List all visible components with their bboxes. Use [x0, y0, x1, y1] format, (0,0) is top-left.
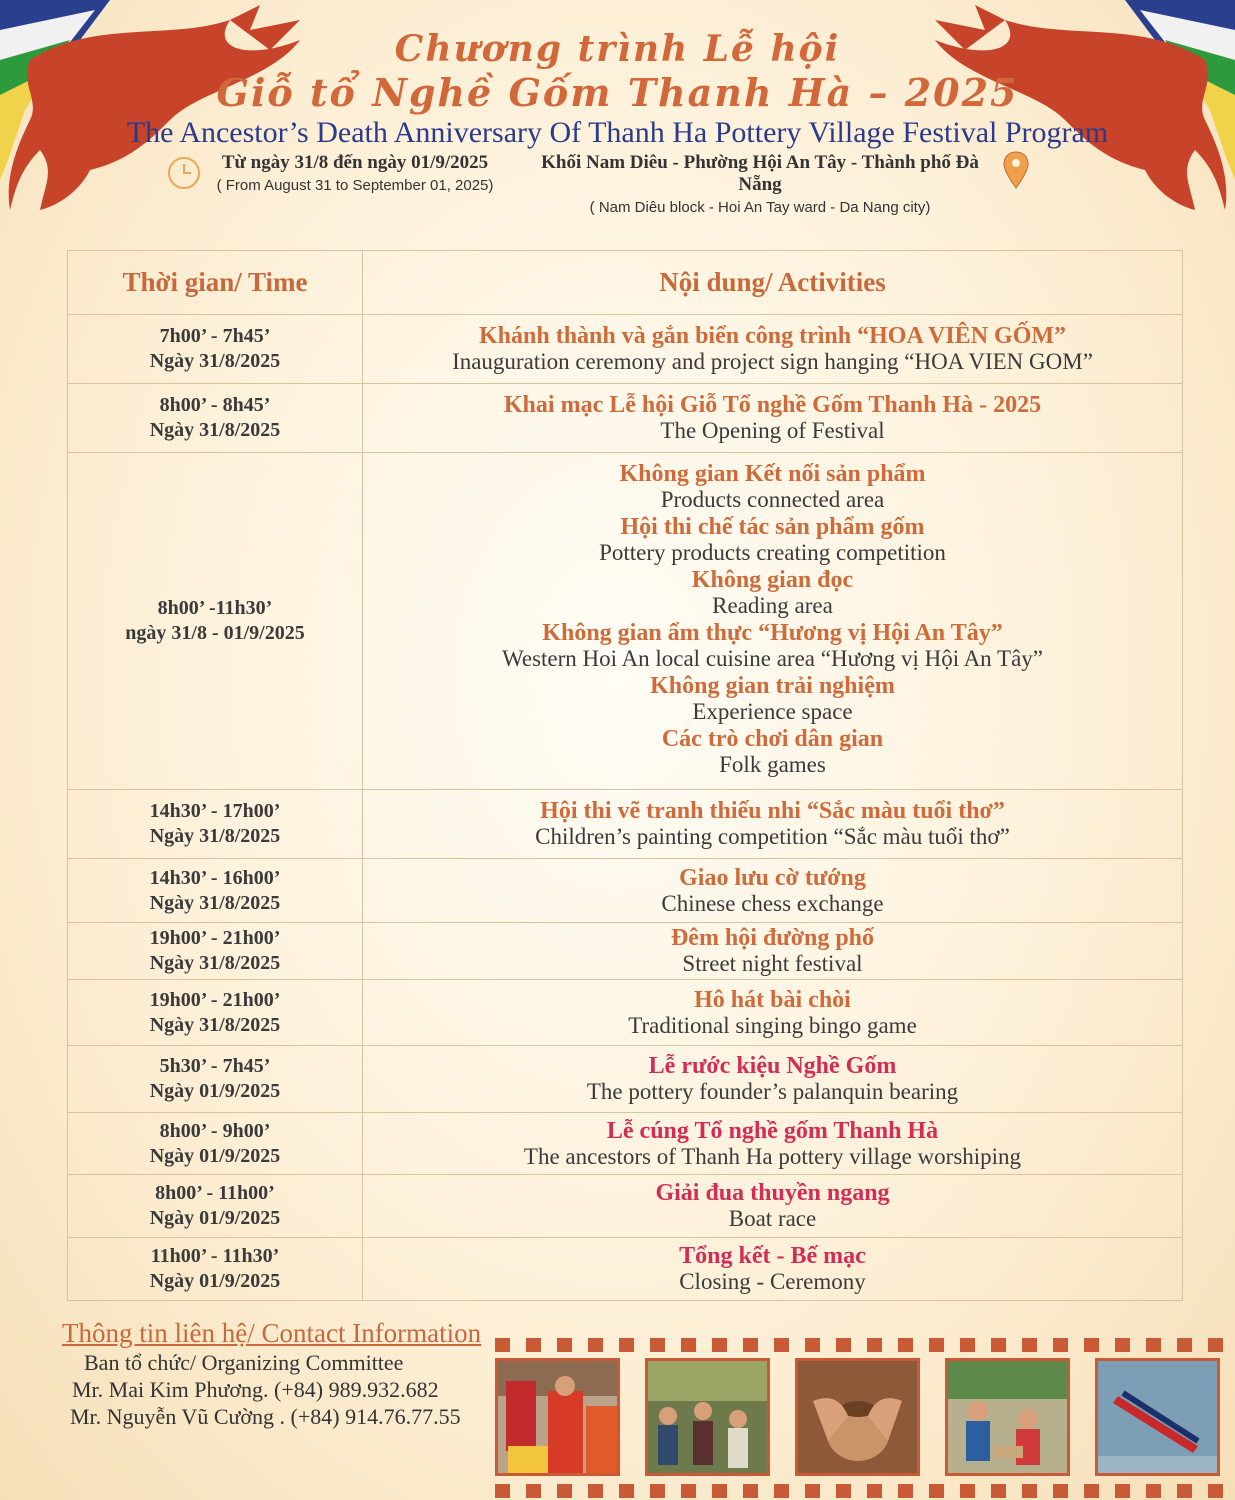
film-hole	[1084, 1484, 1099, 1498]
time-cell: 19h00’ - 21h00’ Ngày 31/8/2025	[68, 923, 363, 980]
film-hole	[991, 1484, 1006, 1498]
film-hole	[1146, 1338, 1161, 1352]
film-hole	[495, 1338, 510, 1352]
activity-cell: Khánh thành và gắn biển công trình “HOA VIÊN GỐM” Inauguration ceremony and project sign hanging “HOA VIEN GOM”	[363, 315, 1183, 384]
film-hole	[619, 1484, 634, 1498]
time-cell: 8h00’ - 9h00’ Ngày 01/9/2025	[68, 1113, 363, 1175]
film-hole	[1115, 1484, 1130, 1498]
contact-info	[62, 1318, 482, 1430]
film-hole	[867, 1484, 882, 1498]
activity-cell: Đêm hội đường phố Street night festival	[363, 923, 1183, 980]
location-en: ( Nam Diêu block - Hoi An Tay ward - Da Nang city)	[589, 199, 931, 216]
film-hole	[526, 1484, 541, 1498]
activity-cell: Lễ cúng Tổ nghề gốm Thanh Hà The ancestors of Thanh Ha pottery village worshiping	[363, 1113, 1183, 1175]
photo-pottery-wheel	[795, 1358, 920, 1476]
activity-cell: Khai mạc Lễ hội Giỗ Tổ nghề Gốm Thanh Hà - 2025 The Opening of Festival	[363, 384, 1183, 453]
clock-icon	[166, 155, 202, 191]
program-title: Chương trình Lễ hội	[394, 28, 841, 70]
film-hole	[650, 1338, 665, 1352]
photo-children-activity	[945, 1358, 1070, 1476]
activity-cell: Không gian Kết nối sản phẩm Products connected area Hội thi chế tác sản phẩm gốm Pottery products creating competition Không gian đọc Reading area Không gian ẩm thực “Hương vị Hội An Tây” Western Hoi An local cuisine area “Hương vị Hội An Tây” Không gian trải nghiệm Experience space Các trò chơi dân gian Folk games	[363, 453, 1183, 790]
contact-person-1: Mr. Mai Kim Phương. (+84) 989.932.682	[72, 1377, 439, 1402]
activity-cell: Tổng kết - Bế mạc Closing - Ceremony	[363, 1238, 1183, 1301]
film-hole	[1053, 1338, 1068, 1352]
film-hole	[1208, 1338, 1223, 1352]
film-hole	[960, 1484, 975, 1498]
time-cell: 7h00’ - 7h45’ Ngày 31/8/2025	[68, 315, 363, 384]
photo-market	[645, 1358, 770, 1476]
time-cell: 8h00’ -11h30’ ngày 31/8 - 01/9/2025	[68, 453, 363, 790]
film-hole	[526, 1338, 541, 1352]
film-hole	[1084, 1338, 1099, 1352]
film-hole	[774, 1484, 789, 1498]
time-cell: 19h00’ - 21h00’ Ngày 31/8/2025	[68, 980, 363, 1046]
film-hole	[1208, 1484, 1223, 1498]
film-hole	[681, 1484, 696, 1498]
film-hole	[774, 1338, 789, 1352]
time-cell: 8h00’ - 11h00’ Ngày 01/9/2025	[68, 1175, 363, 1238]
time-cell: 14h30’ - 17h00’ Ngày 31/8/2025	[68, 790, 363, 859]
photo-ceremony	[495, 1358, 620, 1476]
film-perforation-bottom	[490, 1484, 1235, 1498]
film-hole	[1053, 1484, 1068, 1498]
film-hole	[1022, 1338, 1037, 1352]
location-info	[520, 152, 1000, 216]
english-subtitle: The Ancestor’s Death Anniversary Of Thanh Ha Pottery Village Festival Program	[126, 116, 1109, 149]
film-hole	[898, 1338, 913, 1352]
table-row	[68, 923, 1183, 980]
film-hole	[898, 1484, 913, 1498]
film-hole	[929, 1338, 944, 1352]
film-hole	[650, 1484, 665, 1498]
table-row	[68, 1046, 1183, 1113]
film-hole	[805, 1484, 820, 1498]
table-row	[68, 980, 1183, 1046]
activity-cell: Giao lưu cờ tướng Chinese chess exchange	[363, 859, 1183, 923]
photo-film-strip	[490, 1338, 1235, 1500]
table-header-row	[68, 251, 1183, 315]
film-hole	[960, 1338, 975, 1352]
date-info	[210, 152, 500, 194]
film-hole	[1177, 1338, 1192, 1352]
table-row	[68, 315, 1183, 384]
date-vi: Từ ngày 31/8 đến ngày 01/9/2025	[221, 152, 489, 173]
time-cell: 5h30’ - 7h45’ Ngày 01/9/2025	[68, 1046, 363, 1113]
film-hole	[743, 1338, 758, 1352]
contact-heading: Thông tin liên hệ/ Contact Information	[62, 1318, 482, 1348]
activity-cell: Hô hát bài chòi Traditional singing bingo game	[363, 980, 1183, 1046]
date-en: ( From August 31 to September 01, 2025)	[216, 177, 494, 194]
film-hole	[557, 1484, 572, 1498]
activity-cell: Lễ rước kiệu Nghề Gốm The pottery founder’s palanquin bearing	[363, 1046, 1183, 1113]
table-row	[68, 384, 1183, 453]
time-cell: 8h00’ - 8h45’ Ngày 31/8/2025	[68, 384, 363, 453]
table-row	[68, 859, 1183, 923]
column-header-time: Thời gian/ Time	[68, 251, 363, 315]
film-hole	[712, 1484, 727, 1498]
contact-person-2: Mr. Nguyễn Vũ Cường . (+84) 914.76.77.55	[70, 1404, 461, 1429]
table-row	[68, 453, 1183, 790]
location-vi: Khối Nam Diêu - Phường Hội An Tây - Thành phố Đà Nẵng	[541, 152, 979, 195]
festival-title: Giỗ tổ Nghề Gốm Thanh Hà – 2025	[216, 70, 1019, 115]
table-row	[68, 1175, 1183, 1238]
film-hole	[681, 1338, 696, 1352]
film-hole	[712, 1338, 727, 1352]
column-header-activities: Nội dung/ Activities	[363, 251, 1183, 315]
film-hole	[1177, 1484, 1192, 1498]
film-hole	[1115, 1338, 1130, 1352]
film-hole	[805, 1338, 820, 1352]
film-hole	[1022, 1484, 1037, 1498]
film-hole	[836, 1338, 851, 1352]
film-hole	[619, 1338, 634, 1352]
time-cell: 11h00’ - 11h30’ Ngày 01/9/2025	[68, 1238, 363, 1301]
activity-cell: Hội thi vẽ tranh thiếu nhi “Sắc màu tuổi thơ” Children’s painting competition “Sắc màu tuổi thơ”	[363, 790, 1183, 859]
organizing-committee: Ban tổ chức/ Organizing Committee	[84, 1350, 404, 1375]
time-cell: 14h30’ - 16h00’ Ngày 31/8/2025	[68, 859, 363, 923]
program-table	[67, 250, 1183, 1301]
film-hole	[743, 1484, 758, 1498]
activity-cell: Giải đua thuyền ngang Boat race	[363, 1175, 1183, 1238]
film-hole	[557, 1338, 572, 1352]
table-row	[68, 1238, 1183, 1301]
table-row	[68, 790, 1183, 859]
film-hole	[991, 1338, 1006, 1352]
film-hole	[867, 1338, 882, 1352]
film-hole	[588, 1484, 603, 1498]
film-hole	[836, 1484, 851, 1498]
location-pin-icon	[1002, 150, 1030, 190]
film-hole	[929, 1484, 944, 1498]
film-hole	[1146, 1484, 1161, 1498]
table-row	[68, 1113, 1183, 1175]
film-hole	[588, 1338, 603, 1352]
film-hole	[495, 1484, 510, 1498]
film-perforation-top	[490, 1338, 1235, 1352]
photo-boat-race	[1095, 1358, 1220, 1476]
